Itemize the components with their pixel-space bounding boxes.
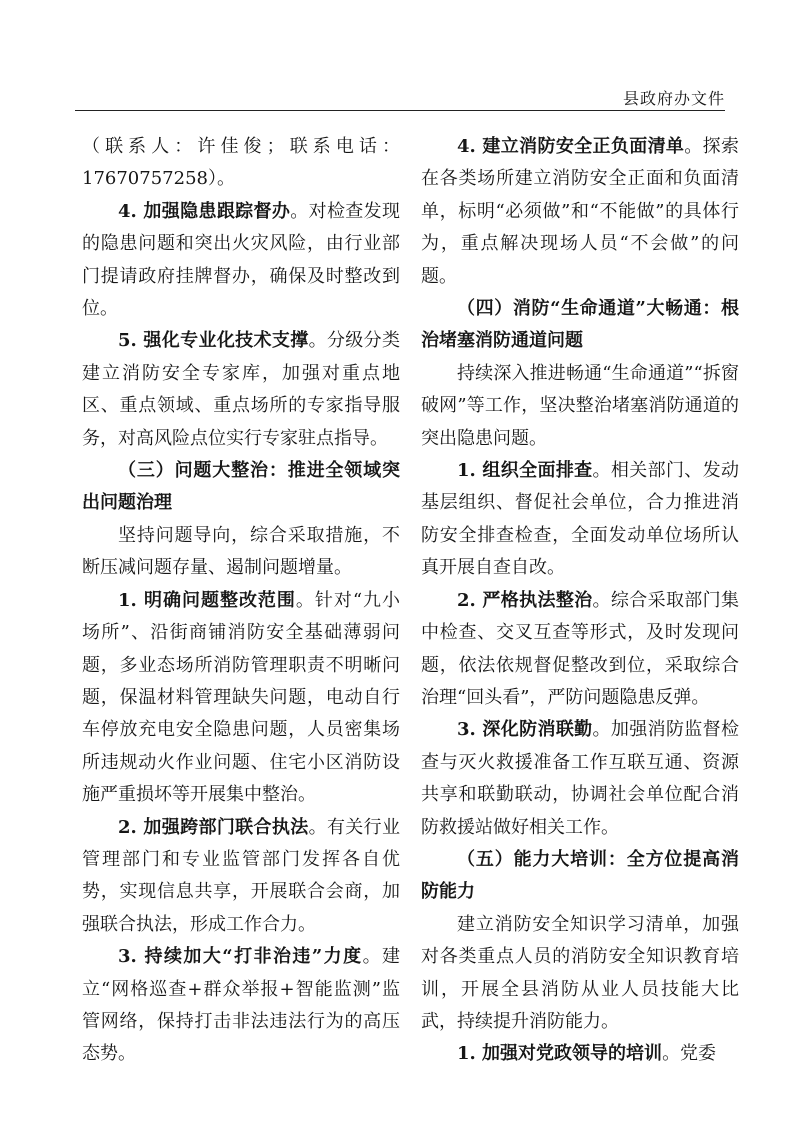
- header-divider: [75, 110, 725, 111]
- section-intro: 建立消防安全知识学习清单，加强对各类重点人员的消防安全知识教育培训，开展全县消防从业人员技能大比武，持续提升消防能力。: [421, 913, 739, 1032]
- paragraph-item-3: 3. 持续加大“打非治违”力度。建立“网格巡查+群众举报+智能监测”监管网络，保持打击非法违法行为的高压态势。: [82, 946, 401, 1065]
- paragraph-item-3: 3. 深化防消联勤。加强消防监督检查与灭火救援准备工作互联互通、资源共享和联勤联动，协调社会单位配合消防救援站做好相关工作。: [421, 719, 739, 838]
- document-header: 县政府办文件: [622, 89, 725, 108]
- paragraph-item-5: 5. 强化专业化技术支撑。分级分类建立消防安全专家库，加强对重点地区、重点领域、重点场所的专家指导服务，对高风险点位实行专家驻点指导。: [82, 330, 401, 449]
- paragraph-item-4: 4. 加强隐患跟踪督办。对检查发现的隐患问题和突出火灾风险，由行业部门提请政府挂牌督办，确保及时整改到位。: [82, 200, 400, 320]
- paragraph-item-2: 2. 严格执法整治。综合采取部门集中检查、交叉互查等形式，及时发现问题，依法依规督促整改到位，采取综合治理“回头看”，严防问题隐患反弹。: [421, 589, 739, 708]
- paragraph-item-2: 2. 加强跨部门联合执法。有关行业管理部门和专业监管部门发挥各自优势，实现信息共享，开展联合会商，加强联合执法，形成工作合力。: [82, 816, 401, 935]
- right-column: [421, 131, 739, 1071]
- paragraph-item-4: 4. 建立消防安全正负面清单。探索在各类场所建立消防安全正面和负面清单，标明“必须做”和“不能做”的具体行为，重点解决现场人员“不会做”的问题。: [421, 136, 740, 287]
- section-heading-5: （五）能力大培训：全方位提高消防能力: [421, 848, 739, 903]
- contact-paragraph: （联系人：许佳俊；联系电话：17670757258）。: [82, 136, 400, 190]
- paragraph-item-1: 1. 组织全面排查。相关部门、发动基层组织、督促社会单位，合力推进消防安全排查检查，全面发动单位场所认真开展自查自改。: [421, 460, 739, 579]
- section-intro: 持续深入推进畅通“生命通道”“拆窗破网”等工作，坚决整治堵塞消防通道的突出隐患问题。: [421, 362, 739, 449]
- section-heading-3: （三）问题大整治：推进全领域突出问题治理: [82, 460, 400, 514]
- section-intro: 坚持问题导向，综合采取措施，不断压减问题存量、遏制问题增量。: [82, 524, 400, 579]
- section-heading-4: （四）消防“生命通道”大畅通：根治堵塞消防通道问题: [421, 298, 739, 352]
- paragraph-item-1: 1. 加强对党政领导的培训。党委: [457, 1043, 717, 1065]
- paragraph-item-1: 1. 明确问题整改范围。针对“九小场所”、沿街商铺消防安全基础薄弱问题，多业态场所消防管理职责不明晰问题，保温材料管理缺失问题，电动自行车停放充电安全隐患问题，人员密集场所违规动火作业问题、住宅小区消防设施严重损坏等开展集中整治。: [82, 589, 400, 806]
- left-column: [82, 131, 400, 1071]
